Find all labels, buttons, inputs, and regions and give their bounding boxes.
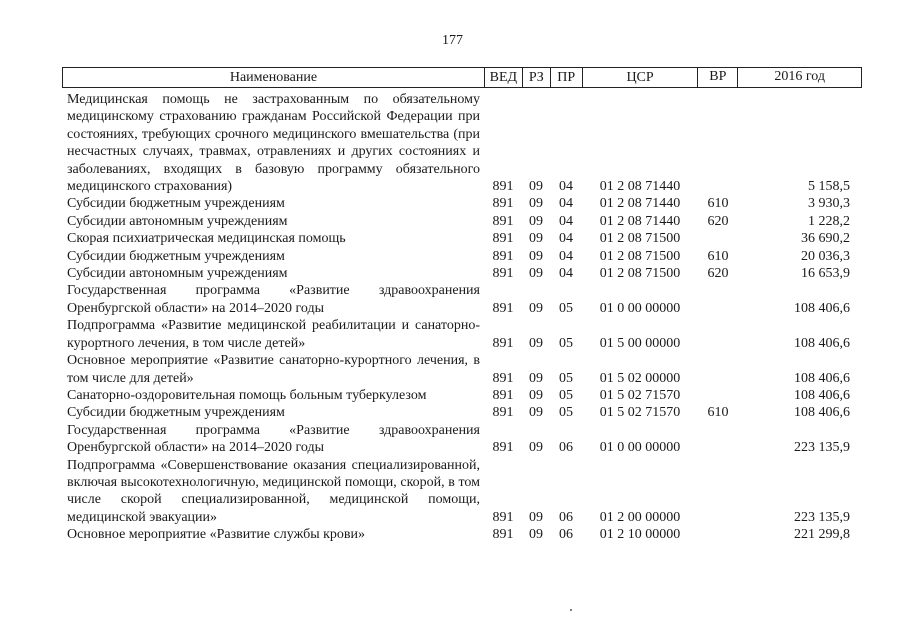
row-csr: 01 0 00 00000	[599, 300, 681, 316]
row-rz: 09	[529, 248, 543, 264]
row-rz: 09	[529, 213, 543, 229]
row-ved: 891	[492, 440, 514, 456]
row-rz: 09	[529, 266, 543, 282]
row-ved: 891	[492, 527, 514, 543]
page-number: 177	[442, 33, 463, 48]
table-row	[62, 404, 862, 421]
row-name: Подпрограмма «Совершенствование оказания специализированной, включая высокотехнологичную, медицинской помощи, скорой, в том числе скорой специализированной, медицинской помощи, медицинской эвакуации»	[67, 457, 480, 525]
row-vr	[698, 526, 738, 543]
scan-speck	[570, 609, 572, 611]
row-rz: 09	[529, 196, 543, 212]
row-name: Субсидии автономным учреждениям	[67, 213, 288, 229]
budget-table	[62, 67, 862, 544]
row-ved: 891	[492, 231, 514, 247]
table-header	[62, 67, 862, 88]
table-row	[62, 526, 862, 543]
table-row	[62, 248, 862, 265]
row-rz: 09	[529, 405, 543, 421]
row-vr	[698, 457, 738, 527]
row-amount: 108 406,6	[794, 405, 850, 421]
row-csr: 01 5 02 71570	[599, 387, 681, 403]
row-amount: 20 036,3	[801, 248, 850, 264]
row-pr: 04	[559, 213, 573, 229]
row-vr: 610	[707, 248, 729, 264]
row-vr	[698, 282, 738, 317]
row-pr: 05	[559, 335, 573, 351]
row-csr: 01 5 02 00000	[599, 370, 681, 386]
row-ved: 891	[492, 335, 514, 351]
row-csr: 01 5 00 00000	[599, 335, 681, 351]
row-amount: 108 406,6	[794, 370, 850, 386]
row-amount: 3 930,3	[808, 196, 850, 212]
row-name: Субсидии автономным учреждениям	[67, 266, 288, 282]
row-name: Основное мероприятие «Развитие санаторно-курортного лечения, в том числе для детей»	[67, 353, 480, 386]
row-rz: 09	[529, 179, 543, 195]
row-vr	[698, 422, 738, 457]
table-body	[62, 88, 862, 544]
row-amount: 16 653,9	[801, 266, 850, 282]
row-vr	[698, 91, 738, 195]
row-ved: 891	[492, 213, 514, 229]
row-name: Санаторно-оздоровительная помощь больным туберкулезом	[67, 387, 427, 403]
row-csr: 01 5 02 71570	[599, 405, 681, 421]
row-ved: 891	[492, 266, 514, 282]
row-csr: 01 2 08 71440	[599, 196, 681, 212]
row-ved: 891	[492, 248, 514, 264]
row-pr: 04	[559, 196, 573, 212]
row-pr: 04	[559, 248, 573, 264]
table-row	[62, 457, 862, 527]
row-ved: 891	[492, 387, 514, 403]
header-name: Наименование	[229, 70, 318, 85]
row-vr: 620	[707, 266, 729, 282]
row-vr	[698, 317, 738, 352]
row-rz: 09	[529, 370, 543, 386]
row-rz: 09	[529, 231, 543, 247]
header-rz: РЗ	[522, 68, 550, 87]
table-row	[62, 387, 862, 404]
row-ved: 891	[492, 300, 514, 316]
row-pr: 06	[559, 440, 573, 456]
header-vr: ВР	[697, 68, 737, 87]
row-pr: 05	[559, 300, 573, 316]
row-vr: 610	[707, 405, 729, 421]
row-name: Медицинская помощь не застрахованным по обязательному медицинскому страхованию гражданам Российской Федерации при состояниях, требующих срочного медицинского вмешательства (при несчастных случаях, травмах, отравлениях и других состояниях и заболеваниях, входящих в базовую программу обязательного медицинского страхования)	[67, 92, 480, 195]
row-amount: 108 406,6	[794, 335, 850, 351]
table-row	[62, 265, 862, 282]
row-csr: 01 2 00 00000	[599, 509, 681, 525]
table-row	[62, 282, 862, 317]
header-csr: ЦСР	[582, 68, 698, 87]
row-pr: 06	[559, 527, 573, 543]
table-row	[62, 195, 862, 212]
row-amount: 223 135,9	[794, 509, 850, 525]
row-vr: 620	[707, 213, 729, 229]
table-row	[62, 230, 862, 247]
row-pr: 06	[559, 509, 573, 525]
row-amount: 1 228,2	[808, 213, 850, 229]
row-pr: 04	[559, 266, 573, 282]
row-name: Подпрограмма «Развитие медицинской реабилитации и санаторно-курортного лечения, в том числе детей»	[67, 318, 480, 351]
header-ved: ВЕД	[484, 68, 522, 87]
table-row	[62, 422, 862, 457]
row-vr	[698, 230, 738, 247]
row-rz: 09	[529, 300, 543, 316]
row-amount: 36 690,2	[801, 231, 850, 247]
row-ved: 891	[492, 179, 514, 195]
row-pr: 04	[559, 231, 573, 247]
row-amount: 5 158,5	[808, 179, 850, 195]
table-row	[62, 213, 862, 230]
row-vr	[698, 387, 738, 404]
row-csr: 01 2 08 71440	[599, 179, 681, 195]
row-csr: 01 2 10 00000	[599, 527, 681, 543]
row-ved: 891	[492, 405, 514, 421]
row-amount: 221 299,8	[794, 527, 850, 543]
table-row	[62, 317, 862, 352]
header-pr: ПР	[550, 68, 582, 87]
row-pr: 05	[559, 387, 573, 403]
row-name: Субсидии бюджетным учреждениям	[67, 196, 285, 212]
row-name: Основное мероприятие «Развитие службы крови»	[67, 527, 366, 543]
row-rz: 09	[529, 440, 543, 456]
row-ved: 891	[492, 370, 514, 386]
row-rz: 09	[529, 335, 543, 351]
row-amount: 108 406,6	[794, 387, 850, 403]
row-pr: 05	[559, 405, 573, 421]
row-csr: 01 2 08 71500	[599, 266, 681, 282]
row-rz: 09	[529, 509, 543, 525]
header-year: 2016 год	[737, 68, 861, 87]
row-name: Субсидии бюджетным учреждениям	[67, 405, 285, 421]
row-name: Государственная программа «Развитие здравоохранения Оренбургской области» на 2014–2020 годы	[67, 283, 480, 316]
row-name: Государственная программа «Развитие здравоохранения Оренбургской области» на 2014–2020 годы	[67, 422, 480, 456]
row-ved: 891	[492, 509, 514, 525]
row-csr: 01 2 08 71500	[599, 231, 681, 247]
row-csr: 01 2 08 71500	[599, 248, 681, 264]
row-csr: 01 0 00 00000	[599, 440, 681, 456]
row-rz: 09	[529, 387, 543, 403]
row-ved: 891	[492, 196, 514, 212]
table-row	[62, 352, 862, 387]
row-vr: 610	[707, 196, 729, 212]
table-row	[62, 91, 862, 195]
row-amount: 108 406,6	[794, 300, 850, 316]
row-name: Скорая психиатрическая медицинская помощь	[67, 231, 346, 247]
row-vr	[698, 352, 738, 387]
row-rz: 09	[529, 527, 543, 543]
row-name: Субсидии бюджетным учреждениям	[67, 248, 285, 264]
row-csr: 01 2 08 71440	[599, 213, 681, 229]
row-pr: 04	[559, 179, 573, 195]
row-pr: 05	[559, 370, 573, 386]
row-amount: 223 135,9	[794, 440, 850, 456]
